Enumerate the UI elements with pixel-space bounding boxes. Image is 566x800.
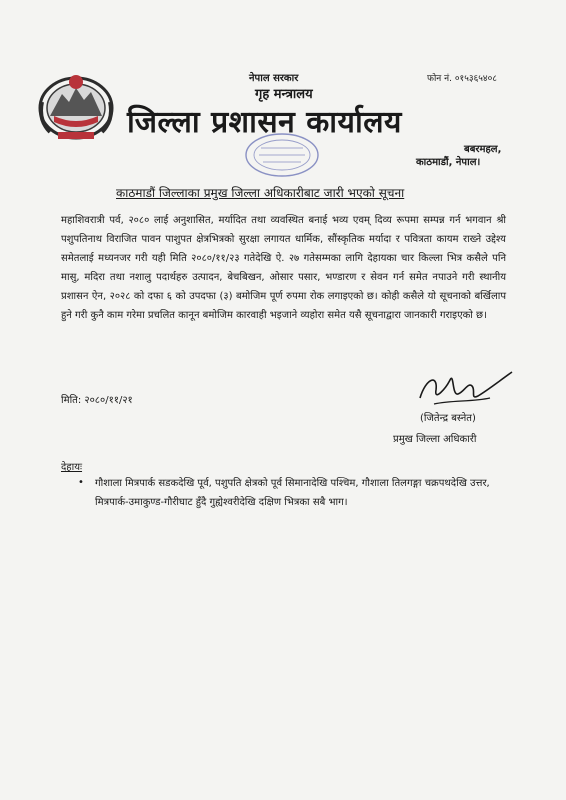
office-title: जिल्ला प्रशासन कार्यालय <box>127 105 402 140</box>
notice-body <box>61 211 506 325</box>
office-stamp-icon <box>241 130 323 180</box>
handwritten-signature-icon <box>412 368 516 408</box>
schedule-text: गौशाला मित्रपार्क सडकदेखि पूर्व, पशुपति क्षेत्रको पूर्व सिमानादेखि पश्चिम, गौशाला तिलगङ्गा चक्रपथदेखि उत्तर, मित्रपार्क-उमाकुण्ड-गौरीघाट हुँदै गुह्येश्वरीदेखि दक्षिण भित्रका सबै भाग। <box>95 478 490 508</box>
address-line-2: काठमाडौं, नेपाल। <box>416 157 481 168</box>
notice-date: मिति: २०८०/११/२१ <box>61 395 133 406</box>
government-name: नेपाल सरकार <box>249 73 299 84</box>
ministry-name: गृह मन्त्रालय <box>255 87 313 102</box>
address-line-1: बबरमहल, <box>464 144 502 155</box>
phone-number: फोन नं. ०१५३६५४०८ <box>427 74 497 84</box>
notice-title: काठमाडौं जिल्लाका प्रमुख जिल्ला अधिकारीबाट जारी भएको सूचना <box>116 186 405 200</box>
bullet-icon: • <box>78 477 84 488</box>
nepal-emblem-icon <box>36 72 116 142</box>
notice-paragraph: महाशिवरात्री पर्व, २०८० लाई अनुशासित, मर्यादित तथा व्यवस्थित बनाई भव्य एवम् दिव्य रूपमा सम्पन्न गर्न भगवान श्री पशुपतिनाथ विराजित पावन पाशुपत क्षेत्रभित्रको सुरक्षा लगायत धार्मिक, सौंस्कृतिक मर्यादा र पवित्रता कायम राख्ने उद्देश्य समेतलाई मध्यनजर गरी यही मिति २०८०/११/२३ गतेदेखि ऐ. २७ गतेसम्मका लागि देहायका चार किल्ला भित्र कसैले पनि मासु, मदिरा तथा नशालु पदार्थहरु उत्पादन, बेचबिखन, ओसार पसार, भण्डारण र सेवन गर्न समेत नपाउने गरी स्थानीय प्रशासन ऐन, २०२८ को दफा ६ को उपदफा (३) बमोजिम पूर्ण रुपमा रोक लगाइएको छ। कोही कसैले यो सूचनाको बर्खिलाप हुने गरी कुनै काम गरेमा प्रचलित कानून बमोजिम कारवाही भइजाने व्यहोरा समेत यसै सूचनाद्वारा जानकारी गराइएको छ। <box>61 215 506 321</box>
schedule-label: देहायः <box>61 462 83 473</box>
signer-name: (जितेन्द्र बस्नेत) <box>420 413 476 424</box>
signer-title: प्रमुख जिल्ला अधिकारी <box>393 434 477 445</box>
